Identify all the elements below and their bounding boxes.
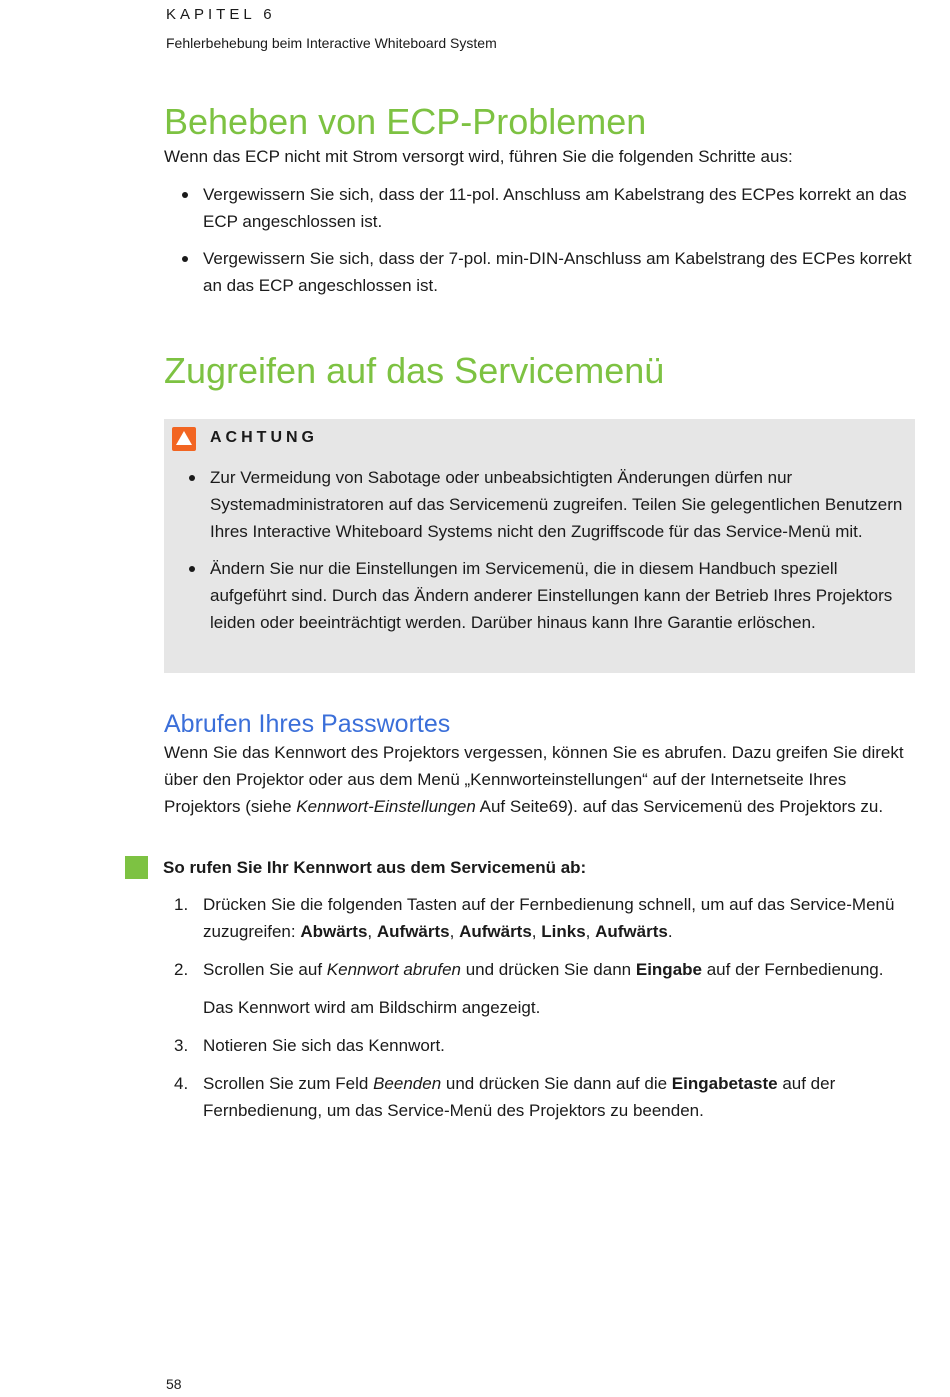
- procedure-step: [174, 891, 915, 945]
- step-number: 4.: [174, 1074, 189, 1093]
- list-item-text: Vergewissern Sie sich, dass der 11-pol. Anschluss am Kabelstrang des ECPes korrekt an das ECP angeschlossen ist.: [203, 185, 907, 231]
- list-item: [203, 181, 915, 235]
- procedure-marker-icon: [125, 856, 148, 879]
- procedure-step: [174, 1032, 915, 1059]
- step-text: ,: [449, 922, 460, 941]
- step-text: Drücken Sie die folgenden Tasten auf der Fernbedienung schnell, um auf das Service-Menü zuzugreifen:: [203, 895, 895, 941]
- procedure-step: [174, 956, 915, 1021]
- key-name: Aufwärts: [595, 922, 668, 941]
- key-name: Aufwärts: [459, 922, 532, 941]
- step-text: Scrollen Sie zum Feld: [203, 1074, 374, 1093]
- key-name: Aufwärts: [376, 922, 450, 941]
- procedure-step: [174, 1070, 915, 1124]
- list-item-text: Ändern Sie nur die Einstellungen im Servicemenü, die in diesem Handbuch speziell aufgeführt sind. Durch das Ändern anderer Einstellungen kann der Betrieb Ihres Projektors leiden oder beeinträchtigt werden. Darüber hinaus kann Ihre Garantie erlöschen.: [210, 559, 893, 632]
- page-number: 58: [166, 1376, 182, 1392]
- key-name: Links: [541, 922, 586, 941]
- bullet-icon: [189, 566, 195, 572]
- step-note: Das Kennwort wird am Bildschirm angezeigt.: [203, 998, 541, 1017]
- ecp-bullet-list: [203, 181, 915, 309]
- bullet-icon: [189, 475, 195, 481]
- step-text: Notieren Sie sich das Kennwort.: [203, 1036, 445, 1055]
- menu-option-name: Beenden: [373, 1074, 442, 1093]
- ecp-intro: Wenn das ECP nicht mit Strom versorgt wird, führen Sie die folgenden Schritte aus:: [164, 147, 793, 166]
- bullet-icon: [182, 192, 188, 198]
- step-text: ,: [367, 922, 377, 941]
- step-text: ,: [531, 922, 542, 941]
- step-number: 1.: [174, 895, 189, 914]
- menu-option-name: Kennwort abrufen: [326, 960, 461, 979]
- step-text: .: [667, 922, 673, 941]
- caution-box: [164, 419, 915, 673]
- step-text: Scrollen Sie auf: [203, 960, 327, 979]
- section-heading-service: Zugreifen auf das Servicemenü: [164, 350, 665, 391]
- caution-title: ACHTUNG: [210, 429, 318, 446]
- cross-reference-link[interactable]: Kennwort-Einstellungen: [296, 797, 476, 816]
- key-name: Eingabetaste: [671, 1074, 778, 1093]
- list-item: [210, 555, 910, 636]
- caution-bullet-list: [210, 464, 910, 646]
- step-text: auf der Fernbedienung, um das Service-Menü des Projektors zu beenden.: [203, 1074, 836, 1120]
- chapter-label: KAPITEL 6: [166, 6, 276, 23]
- list-item: [210, 464, 910, 545]
- step-text: und drücken Sie dann auf die: [441, 1074, 672, 1093]
- procedure-steps: [174, 891, 915, 1135]
- step-text: auf der Fernbedienung.: [701, 960, 884, 979]
- list-item-text: Vergewissern Sie sich, dass der 7-pol. min-DIN-Anschluss am Kabelstrang des ECPes korrekt an das ECP angeschlossen ist.: [203, 249, 912, 295]
- bullet-icon: [182, 256, 188, 262]
- subsection-heading-password: Abrufen Ihres Passwortes: [164, 710, 451, 738]
- step-number: 3.: [174, 1036, 189, 1055]
- key-name: Eingabe: [635, 960, 702, 979]
- list-item-text: Zur Vermeidung von Sabotage oder unbeabsichtigten Änderungen dürfen nur Systemadministratoren auf das Servicemenü zugreifen. Teilen Sie gelegentlichen Benutzern Ihres Interactive Whiteboard Systems nicht den Zugriffscode für das Service-Menü mit.: [210, 468, 903, 541]
- warning-triangle-icon: [172, 427, 196, 451]
- procedure-title: So rufen Sie Ihr Kennwort aus dem Servicemenü ab:: [163, 858, 587, 877]
- step-number: 2.: [174, 960, 189, 979]
- step-text: und drücken Sie dann: [461, 960, 636, 979]
- paragraph-text: Wenn Sie das Kennwort des Projektors vergessen, können Sie es abrufen. Dazu greifen Sie direkt über den Projektor oder aus dem Menü „Kennworteinstellungen“ auf der Internetseite Ihres Projektors (siehe: [164, 743, 904, 816]
- password-paragraph: [164, 739, 916, 820]
- chapter-subtitle: Fehlerbehebung beim Interactive Whiteboard System: [166, 35, 497, 51]
- paragraph-text: Auf Seite69). auf das Servicemenü des Projektors zu.: [475, 797, 884, 816]
- key-name: Abwärts: [300, 922, 368, 941]
- list-item: [203, 245, 915, 299]
- section-heading-ecp: Beheben von ECP-Problemen: [164, 101, 647, 142]
- step-text: ,: [585, 922, 596, 941]
